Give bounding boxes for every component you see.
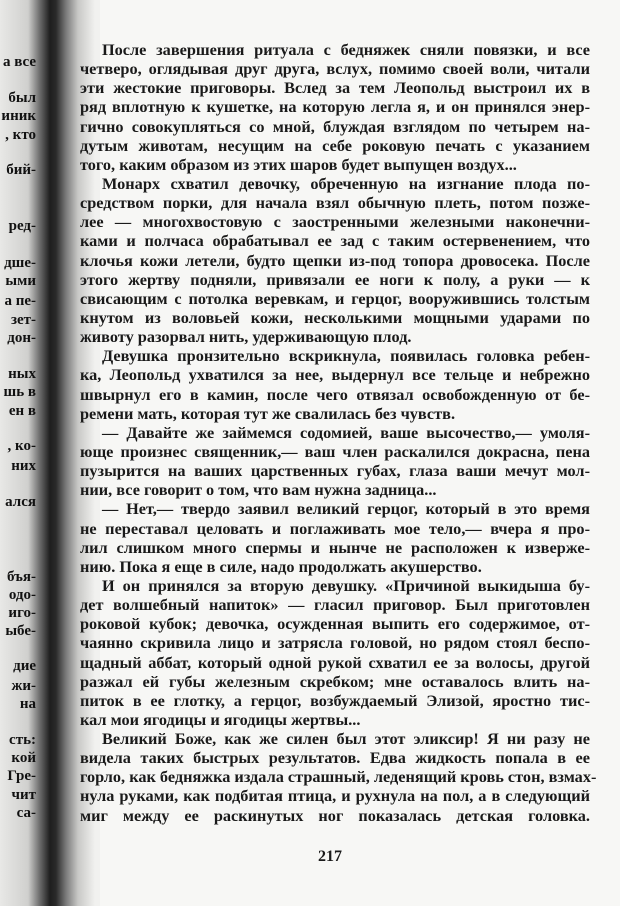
previous-page-fragment: дон- xyxy=(7,330,36,346)
text-line: — Давайте же займемся содомией, ваше высочество,— умоля- xyxy=(102,422,590,442)
previous-page-fragment: , кто xyxy=(5,127,36,143)
text-line: ряд вплотную к кушетке, на которую легла я, и он принялся энер- xyxy=(80,97,590,117)
text-line: Великий Боже, как же силен был этот эликсир! Я ни разу не xyxy=(102,729,590,749)
text-line: И он принялся за вторую девушку. «Причиной выкидыша бу- xyxy=(102,575,590,595)
previous-page-fragment: шь в xyxy=(3,384,36,400)
text-line: дутым животам, несущим на себе роковую печать с указанием xyxy=(80,135,590,155)
previous-page-fragment: чит xyxy=(11,787,36,803)
text-line: — Нет,— твердо заявил великий герцог, который в это время xyxy=(102,499,590,519)
text-line: лее — многохвостовую с заостренными железными наконечни- xyxy=(80,212,590,232)
text-line: роковой кубок; девочка, осужденная выпить его содержимое, от- xyxy=(80,614,590,634)
text-line: пузырится на ваших царственных губах, глаза ваши мечут мол- xyxy=(80,461,590,481)
text-line: клочья кожи летели, будто щепки из-под топора дровосека. После xyxy=(80,250,590,270)
text-line: швырнул его в камин, после чего отвязал освобожденную от бе- xyxy=(80,384,590,404)
previous-page-fragment: был xyxy=(8,90,36,106)
text-line: миг между ее раскинутых ног показалась детская головка. xyxy=(80,805,590,825)
previous-page-fragment: ыми xyxy=(5,273,36,289)
page-number: 217 xyxy=(318,848,342,865)
text-line: свисающим с потолка веревкам, и герцог, вооружившись толстым xyxy=(80,288,590,308)
text-line: Монарх схватил девочку, обреченную на изгнание плода по- xyxy=(102,173,590,193)
previous-page-fragment: иник xyxy=(1,108,36,124)
previous-page-fragment: жи- xyxy=(11,678,36,694)
text-line: нула руками, как подбитая птица, и рухнула на пол, а в следующий xyxy=(80,786,590,806)
text-line: дет волшебный напиток» — гласил приговор. Был приготовлен xyxy=(80,595,590,615)
text-line: разжал ей губы железным скребком; мне оставалось влить на- xyxy=(80,671,590,691)
text-line: горло, как бедняжка издала страшный, леденящий кровь стон, взмах- xyxy=(80,767,597,787)
text-line: кал мои ягодицы и ягодицы жертвы... xyxy=(80,709,361,729)
previous-page-fragment: Гре- xyxy=(7,768,36,784)
text-line: питок в ее глотку, а герцог, возбуждаемый Элизой, яростно тис- xyxy=(80,690,590,710)
text-line: Девушка пронзительно вскрикнула, появилась головка ребен- xyxy=(102,346,590,366)
previous-page-fragment: дше- xyxy=(4,255,36,271)
previous-page-fragment: , ко- xyxy=(7,438,36,454)
previous-page-fragment: ред- xyxy=(8,218,36,234)
previous-page-fragment: сть: xyxy=(9,732,36,748)
text-line: видела таких быстрых результатов. Едва жидкость попала в ее xyxy=(80,748,590,768)
text-line: эти жестокие приговоры. Вслед за тем Леопольд выстроил их в xyxy=(80,78,590,98)
text-line: ками и полчаса обрабатывал ее зад с таким остервенением, что xyxy=(80,231,590,251)
text-line: чаянно скривила лицо и затрясла головой, но рядом стоял беспо- xyxy=(80,633,590,653)
text-line: животу разорвал нить, удерживающую плод. xyxy=(80,327,412,347)
text-line: юще произнес священник,— ваш член раскалился докрасна, пена xyxy=(80,441,590,461)
text-line: средством порки, для начала взял обычную плеть, потом позже- xyxy=(80,193,590,213)
text-line: кнутом из воловьей кожи, несколькими мощными ударами по xyxy=(80,307,590,327)
previous-page-fragment: дие xyxy=(13,658,36,674)
text-line: лил слишком много спермы и нынче не расположен к изверже- xyxy=(80,537,590,557)
previous-page-fragment: кой xyxy=(11,750,36,766)
text-line: этого жертву подняли, привязали ее ноги к полу, а руки — к xyxy=(80,269,590,289)
text-line: нии, все говорит о том, что вам нужна задница... xyxy=(80,480,437,500)
previous-page-fragment: бъя- xyxy=(7,569,36,585)
previous-page-fragment: ался xyxy=(5,494,36,510)
previous-page-fragment: са- xyxy=(16,805,36,821)
previous-page-edge xyxy=(0,0,40,906)
text-line: щадный аббат, который одной рукой схватил ее за волосы, другой xyxy=(80,652,590,672)
text-line: гично совокупляться со мной, блуждая взглядом по четырем на- xyxy=(80,116,590,136)
previous-page-fragment: бий- xyxy=(6,162,36,178)
text-line: ремени мать, которая тут же свалилась без чувств. xyxy=(80,403,456,423)
previous-page-fragment: иго- xyxy=(8,605,36,621)
previous-page-fragment: ыбе- xyxy=(5,623,36,639)
text-line: того, каким образом из этих шаров будет выпущен воздух... xyxy=(80,154,517,174)
text-line: После завершения ритуала с бедняжек сняли повязки, и все xyxy=(102,40,590,59)
previous-page-fragment: а пе- xyxy=(4,293,36,309)
text-line: нию. Пока я еще в силе, надо продолжать акушерство. xyxy=(80,556,482,576)
text-line: ка, Леопольд ухватился за нее, выдернул все тельце и небрежно xyxy=(80,365,590,385)
previous-page-fragment: одо- xyxy=(8,587,36,603)
previous-page-fragment: зет- xyxy=(10,312,36,328)
previous-page-fragment: них xyxy=(11,458,36,474)
previous-page-fragment: на xyxy=(19,696,36,712)
text-line: не переставал целовать и поглаживать мое тело,— вчера я про- xyxy=(80,518,590,538)
page-body-text xyxy=(80,40,597,825)
text-line: четверо, оглядывая друг друга, вслух, помимо своей воли, читали xyxy=(80,59,590,79)
previous-page-fragment: а все xyxy=(2,54,36,70)
previous-page-fragment: ен в xyxy=(8,403,36,419)
previous-page-fragment: ных xyxy=(8,366,36,382)
